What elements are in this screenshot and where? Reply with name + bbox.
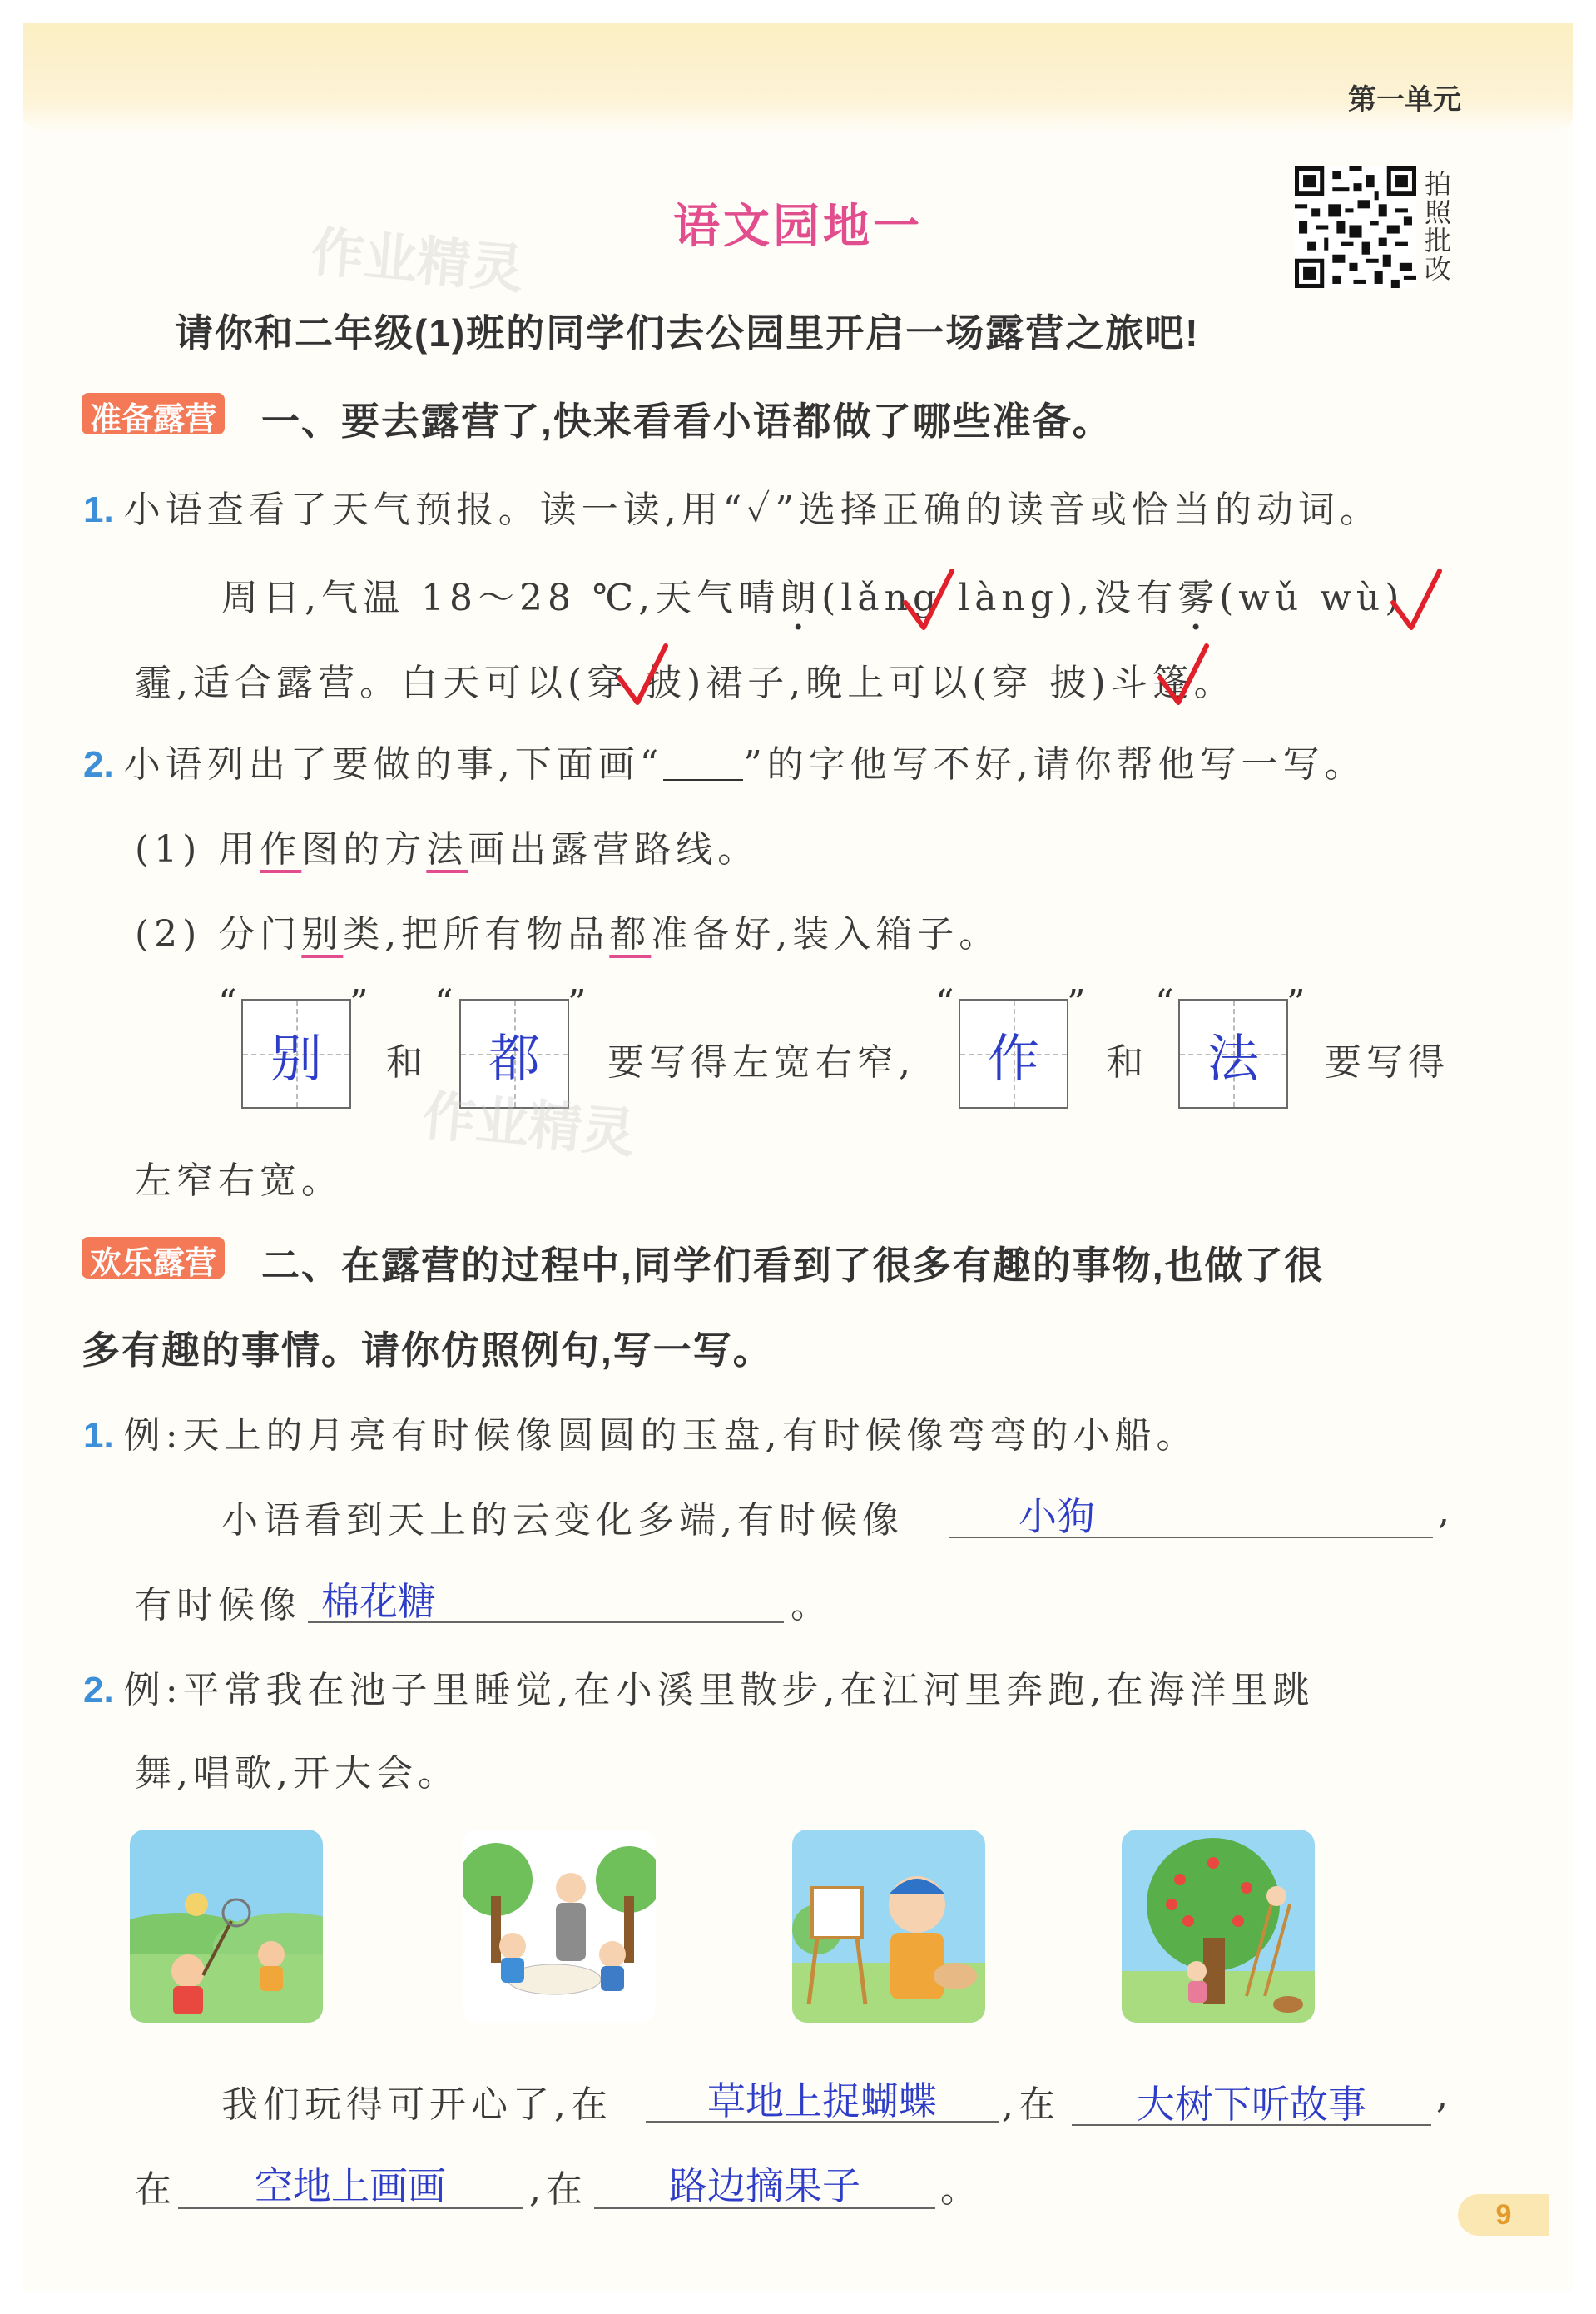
check-mark-icon — [612, 641, 671, 708]
rule-text-3: 左窄右宽。 — [135, 1159, 343, 1202]
answer-text[interactable]: 大树下听故事 — [1137, 2083, 1366, 2126]
section2-heading-line1: 二、在露营的过程中,同学们看到了很多有趣的事物,也做了很 — [261, 1244, 1325, 1287]
comma: , — [1436, 2074, 1453, 2117]
q2-item1: (1) 用作图的方法画出露营路线。 — [135, 828, 760, 871]
writing-box-bie[interactable]: 别 — [241, 999, 351, 1109]
page-title: 语文园地一 — [673, 200, 923, 252]
zai-text: ,在 — [529, 2168, 587, 2211]
writing-box-zuo[interactable]: 作 — [959, 999, 1068, 1109]
intro-text: 请你和二年级(1)班的同学们去公园里开启一场露营之旅吧! — [175, 311, 1200, 355]
zai-text: ,在 — [1002, 2083, 1060, 2126]
underline-sample — [663, 754, 743, 781]
answer-text[interactable]: 草地上捉蝴蝶 — [707, 2079, 937, 2123]
period: 。 — [791, 1584, 832, 1626]
s2-q1-line-a: 小语看到天上的云变化多端,有时候像 — [221, 1499, 904, 1542]
q1-number: 1. — [83, 489, 114, 530]
writing-box-dou[interactable]: 都 — [459, 999, 569, 1109]
q1-prompt: 1. 小语查看了天气预报。读一读,用“✓”选择正确的读音或恰当的动词。 — [83, 489, 1382, 531]
q2-number: 2. — [83, 744, 114, 785]
and-text: 和 — [386, 1041, 428, 1084]
rule-text-1: 要写得左宽右窄, — [607, 1041, 915, 1084]
rule-text-2: 要写得 — [1325, 1041, 1450, 1084]
comma: , — [1438, 1490, 1455, 1532]
story-listening-picture — [463, 1830, 656, 2023]
painting-picture — [792, 1830, 985, 2023]
answer-text[interactable]: 棉花糖 — [321, 1580, 436, 1623]
q1-line1: 周日,气温 18～28 ℃,天气晴朗(lǎng làng),没有雾(wǔ wù) — [221, 577, 1405, 619]
s2-q2-example-l1: 2. 例:平常我在池子里睡觉,在小溪里散步,在江河里奔跑,在海洋里跳 — [83, 1669, 1315, 1711]
q1-line2: 霾,适合露营。白天可以(穿 披)裙子,晚上可以(穿 披)斗篷。 — [135, 662, 1236, 704]
period: 。 — [940, 2168, 982, 2211]
page-number: 9 — [1458, 2194, 1549, 2236]
s2-q2-line-b: 在 — [135, 2168, 176, 2211]
answer-text[interactable]: 空地上画画 — [255, 2164, 446, 2207]
writing-box-fa[interactable]: 法 — [1178, 999, 1288, 1109]
section2-heading-line2: 多有趣的事情。请你仿照例句,写一写。 — [82, 1328, 773, 1372]
fruit-picking-picture — [1122, 1830, 1315, 2023]
watermark: 作业精灵 — [419, 1085, 638, 1164]
butterfly-catching-picture — [130, 1830, 323, 2023]
answer-text[interactable]: 小狗 — [1019, 1495, 1095, 1538]
section-badge-fun: 欢乐露营 — [82, 1237, 225, 1279]
unit-label: 第一单元 — [1348, 84, 1461, 116]
s2-q1-example: 1. 例:天上的月亮有时候像圆圆的玉盘,有时候像弯弯的小船。 — [83, 1414, 1198, 1457]
check-mark-icon — [1386, 566, 1445, 633]
s2-q2-example-l2: 舞,唱歌,开大会。 — [135, 1752, 459, 1795]
answer-text[interactable]: 路边摘果子 — [669, 2164, 860, 2207]
s2-q1-line-b: 有时候像 — [135, 1584, 301, 1626]
header-band — [23, 23, 1573, 133]
and-text: 和 — [1107, 1041, 1148, 1084]
s2-q2-line-a: 我们玩得可开心了,在 — [221, 2083, 612, 2126]
check-mark-icon — [1153, 641, 1212, 708]
s2-q2-number: 2. — [83, 1670, 114, 1711]
q2-item2: (2) 分门别类,把所有物品都准备好,装入箱子。 — [135, 913, 1001, 956]
section-badge-prepare: 准备露营 — [82, 393, 225, 434]
section1-heading: 一、要去露营了,快来看看小语都做了哪些准备。 — [261, 400, 1113, 443]
check-mark-icon — [899, 566, 957, 633]
watermark: 作业精灵 — [308, 221, 527, 300]
s2-q1-number: 1. — [83, 1415, 114, 1456]
qr-code-icon[interactable] — [1295, 166, 1416, 288]
qr-label: 拍 照 批 改 — [1425, 169, 1452, 284]
q2-prompt: 2. 小语列出了要做的事,下面画“ ”的字他写不好,请你帮他写一写。 — [83, 743, 1366, 786]
